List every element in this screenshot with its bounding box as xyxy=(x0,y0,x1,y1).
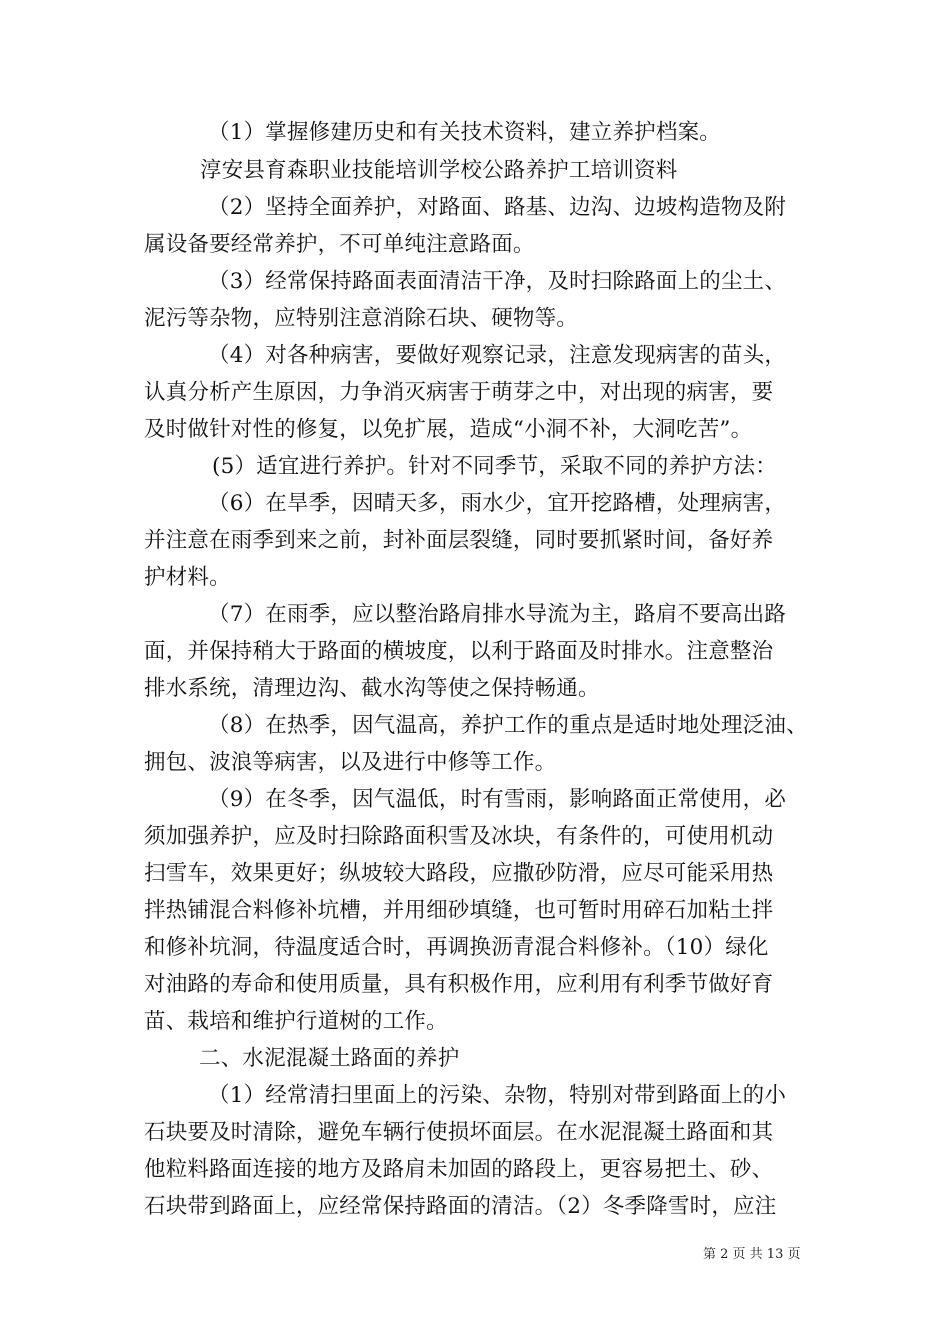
text-line: 石块要及时清除，避免车辆行使损坏面层。在水泥混凝土路面和其 xyxy=(144,1120,774,1145)
text-line: 他粒料路面连接的地方及路肩未加固的路段上，更容易把土、砂、 xyxy=(144,1157,774,1182)
text-line: （9）在冬季，因气温低，时有雪雨，影响路面正常使用，必 xyxy=(208,787,787,812)
text-line: （7）在雨季，应以整治路肩排水导流为主，路肩不要高出路 xyxy=(208,602,787,627)
text-line: （1）掌握修建历史和有关技术资料，建立养护档案。 xyxy=(208,120,721,145)
text-line: 淳安县育森职业技能培训学校公路养护工培训资料 xyxy=(200,158,678,183)
text-line: 拥包、波浪等病害，以及进行中修等工作。 xyxy=(144,750,557,775)
text-line: （6）在旱季，因晴天多，雨水少，宜开挖路槽，处理病害， xyxy=(208,491,787,516)
text-line: 拌热铺混合料修补坑槽，并用细砂填缝，也可暂时用碎石加粘土拌 xyxy=(144,898,774,923)
text-line: 须加强养护，应及时扫除路面积雪及冰块，有条件的，可使用机动 xyxy=(144,824,774,849)
text-line: （2）坚持全面养护，对路面、路基、边沟、边坡构造物及附 xyxy=(208,195,787,220)
text-line: 对油路的寿命和使用质量，具有积极作用，应利用有利季节做好育 xyxy=(144,972,774,997)
text-line: 泥污等杂物，应特别注意消除石块、硬物等。 xyxy=(144,306,579,331)
text-line: （4）对各种病害，要做好观察记录，注意发现病害的苗头， xyxy=(208,343,787,368)
text-line: 排水系统，清理边沟、截水沟等使之保持畅通。 xyxy=(144,676,600,701)
text-line: 扫雪车，效果更好；纵坡较大路段，应撒砂防滑，应尽可能采用热 xyxy=(144,861,774,886)
text-line: (5）适宜进行养护。针对不同季节，采取不同的养护方法： xyxy=(212,454,777,479)
text-line: 属设备要经常养护，不可单纯注意路面。 xyxy=(144,232,535,257)
text-line: （3）经常保持路面表面清洁干净，及时扫除路面上的尘土、 xyxy=(208,269,787,294)
text-line: （8）在热季，因气温高，养护工作的重点是适时地处理泛油、 xyxy=(208,713,808,738)
text-line: 苗、栽培和维护行道树的工作。 xyxy=(144,1009,448,1034)
text-line: 及时做针对性的修复，以免扩展，造成“小洞不补，大洞吃苦”。 xyxy=(144,417,753,442)
text-line: 石块带到路面上，应经常保持路面的清洁。（2）冬季降雪时，应注 xyxy=(144,1194,777,1219)
section-heading: 二、水泥混凝土路面的养护 xyxy=(199,1046,460,1071)
text-line: 和修补坑洞，待温度适合时，再调换沥青混合料修补。（10）绿化 xyxy=(144,935,769,960)
text-line: 并注意在雨季到来之前，封补面层裂缝，同时要抓紧时间，备好养 xyxy=(144,528,774,553)
text-line: 认真分析产生原因，力争消灭病害于萌芽之中，对出现的病害，要 xyxy=(144,380,774,405)
page-footer: 第 2 页 共 13 页 xyxy=(703,1247,801,1262)
text-line: 护材料。 xyxy=(144,565,231,590)
text-line: （1）经常清扫里面上的污染、杂物，特别对带到路面上的小 xyxy=(208,1083,787,1108)
text-line: 面，并保持稍大于路面的横坡度，以利于路面及时排水。注意整治 xyxy=(144,639,774,664)
